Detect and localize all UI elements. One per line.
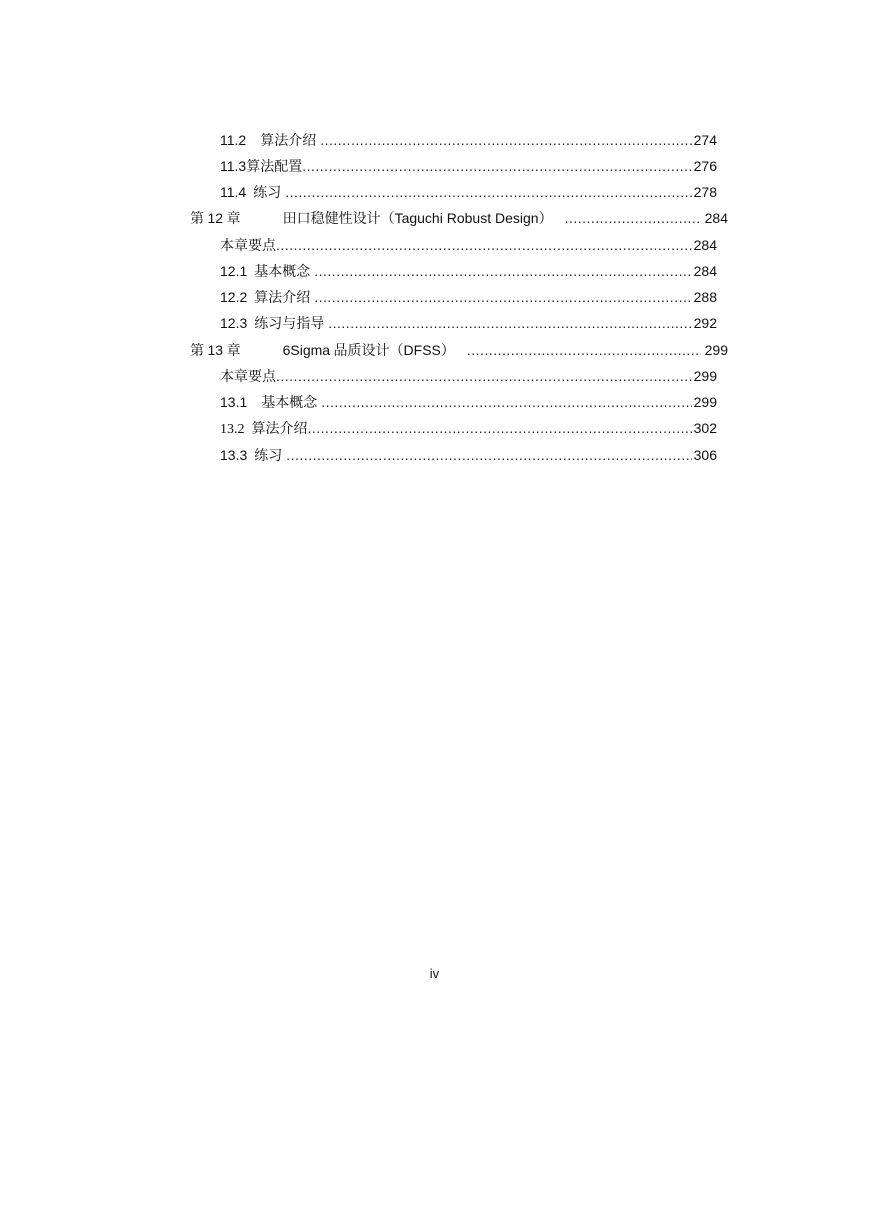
toc-entry-13-1[interactable] bbox=[220, 393, 717, 413]
dot-leader bbox=[321, 393, 691, 411]
dot-leader bbox=[286, 446, 691, 464]
chapter-prefix: 第 bbox=[190, 344, 204, 359]
toc-entry-11-3[interactable] bbox=[220, 157, 717, 177]
toc-entry-chapter-12-key-points[interactable] bbox=[220, 236, 717, 256]
toc-entry-12-2[interactable] bbox=[220, 288, 717, 308]
section-number: 11.4 bbox=[220, 184, 247, 200]
page-number: 299 bbox=[693, 394, 717, 410]
chapter-suffix: 章 bbox=[226, 344, 241, 359]
dot-leader bbox=[314, 288, 691, 306]
section-number: 12.1 bbox=[220, 263, 248, 279]
chapter-number: 13 bbox=[207, 342, 224, 358]
dot-leader bbox=[320, 131, 691, 149]
page-number: 276 bbox=[693, 158, 717, 174]
dot-leader bbox=[302, 157, 691, 175]
page-number: 292 bbox=[693, 315, 717, 331]
toc-entry-13-2[interactable] bbox=[220, 419, 717, 439]
toc-entry-label bbox=[220, 421, 308, 439]
dot-leader bbox=[276, 367, 692, 385]
section-title: 算法介绍 bbox=[260, 134, 317, 149]
section-number: 11.2 bbox=[220, 132, 247, 148]
toc-entry-chapter-13-key-points[interactable] bbox=[220, 367, 717, 387]
section-number: 12.3 bbox=[220, 315, 248, 331]
page-number: 302 bbox=[693, 420, 717, 436]
toc-entry-label bbox=[220, 157, 302, 177]
dot-leader bbox=[467, 341, 701, 359]
toc-chapter-label bbox=[190, 209, 553, 229]
page-number: 284 bbox=[704, 210, 728, 226]
chapter-title: 品质设计（ bbox=[330, 344, 404, 359]
page-footer bbox=[0, 966, 869, 981]
toc-chapter-label bbox=[190, 341, 455, 361]
section-title: 算法介绍 bbox=[251, 422, 308, 437]
section-title: 本章要点 bbox=[220, 370, 276, 385]
chapter-title-english-lead: 6Sigma bbox=[282, 342, 331, 358]
toc-entry-12-3[interactable] bbox=[220, 314, 717, 334]
section-title: 本章要点 bbox=[220, 239, 276, 254]
toc-entry-12-1[interactable] bbox=[220, 262, 717, 282]
chapter-number: 12 bbox=[207, 210, 224, 226]
section-title: 练习与指导 bbox=[254, 317, 325, 332]
chapter-title-english: DFSS bbox=[403, 342, 441, 358]
toc-entry-label bbox=[220, 262, 310, 282]
section-title: 基本概念 bbox=[261, 396, 318, 411]
section-number: 11.3 bbox=[220, 158, 247, 174]
toc-entry-13-3[interactable] bbox=[220, 446, 717, 466]
section-title: 算法配置 bbox=[246, 160, 303, 175]
page-number: 299 bbox=[693, 368, 717, 384]
toc-entry-label bbox=[220, 183, 281, 203]
toc-chapter-13[interactable] bbox=[190, 341, 728, 361]
section-number: 13.1 bbox=[220, 394, 248, 410]
dot-leader bbox=[276, 236, 692, 254]
chapter-title: 田口稳健性设计（ bbox=[282, 212, 395, 227]
section-number: 12.2 bbox=[220, 289, 248, 305]
chapter-suffix: 章 bbox=[226, 212, 241, 227]
dot-leader bbox=[565, 209, 701, 227]
page-number: 284 bbox=[693, 237, 717, 253]
section-number: 13.3 bbox=[220, 447, 248, 463]
toc-entry-label bbox=[220, 314, 324, 334]
section-title: 算法介绍 bbox=[254, 291, 311, 306]
toc-chapter-12[interactable] bbox=[190, 209, 728, 229]
toc-entry-label bbox=[220, 446, 282, 466]
dot-leader bbox=[328, 314, 691, 332]
toc-entry-label bbox=[220, 393, 317, 413]
dot-leader bbox=[314, 262, 691, 280]
toc-entry-label bbox=[220, 288, 310, 308]
page-number: 306 bbox=[693, 447, 717, 463]
toc-entry-11-4[interactable] bbox=[220, 183, 717, 203]
section-title: 练习 bbox=[254, 449, 283, 464]
page-number: 288 bbox=[693, 289, 717, 305]
page-number: 274 bbox=[693, 132, 717, 148]
page-number: 278 bbox=[693, 184, 717, 200]
dot-leader bbox=[285, 183, 691, 201]
page-number: 299 bbox=[704, 342, 728, 358]
chapter-prefix: 第 bbox=[190, 212, 204, 227]
chapter-title-english: Taguchi Robust Design bbox=[394, 210, 539, 226]
dot-leader bbox=[308, 419, 692, 437]
section-title: 练习 bbox=[253, 186, 282, 201]
page-number: 284 bbox=[693, 263, 717, 279]
section-title: 基本概念 bbox=[254, 265, 311, 280]
page-number-roman: iv bbox=[429, 966, 440, 981]
toc-entry-11-2[interactable] bbox=[220, 131, 717, 151]
chapter-title-close: ） bbox=[538, 212, 553, 227]
toc-entry-label bbox=[220, 131, 316, 151]
section-number: 13.2 bbox=[220, 422, 245, 437]
chapter-title-close: ） bbox=[440, 344, 455, 359]
